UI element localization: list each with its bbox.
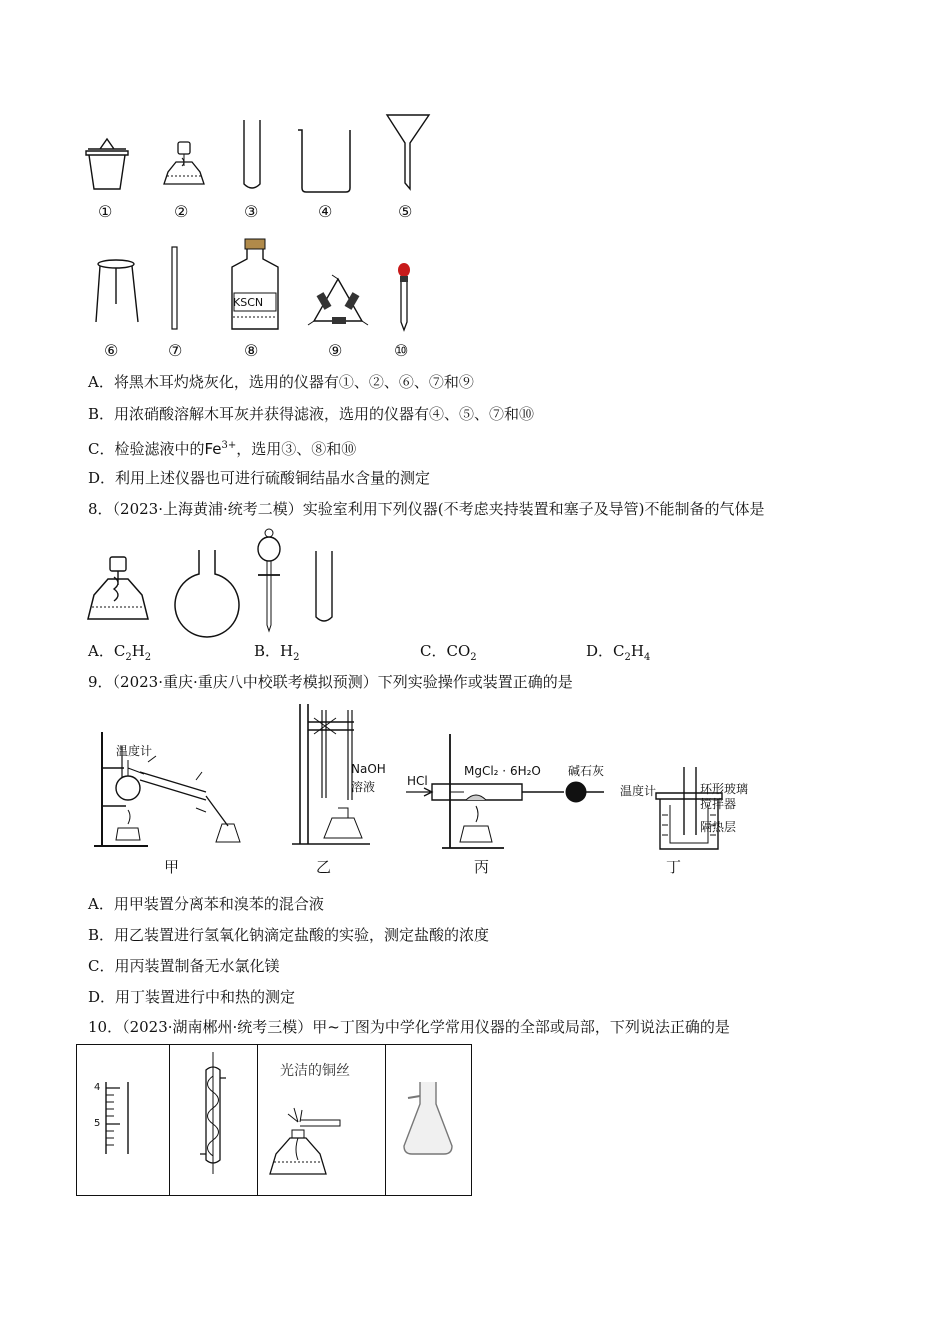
alcohol-lamp-figure <box>160 140 208 190</box>
mgcl2-label: MgCl₂ · 6H₂O <box>464 764 541 778</box>
q9-option-a: A．用甲装置分离苯和溴苯的混合液 <box>88 895 324 913</box>
hcl-label: HCl <box>407 774 428 788</box>
naoh-label: NaOH <box>351 762 386 776</box>
test-tube-figure-q8 <box>312 549 336 627</box>
formula-d-sub-1: 2 <box>624 652 631 663</box>
fig-jia-label: 甲 <box>164 858 180 876</box>
label-3: ③ <box>244 202 259 221</box>
fig-bing-label: 丙 <box>474 858 490 876</box>
separatory-funnel-figure <box>252 527 286 632</box>
q8-option-c-prefix: C． <box>420 642 447 660</box>
q8-option-b-prefix: B． <box>254 642 281 660</box>
label-1: ① <box>98 202 113 221</box>
q8-option-c <box>420 640 477 669</box>
thermometer-label-1: 温度计 <box>116 744 153 758</box>
test-tube-figure <box>240 118 264 193</box>
funnel-figure <box>385 113 431 193</box>
formula-c-1: CO <box>446 642 471 660</box>
stirrer-label-2: 搅拌器 <box>700 797 737 811</box>
copper-label: 光洁的铜丝 <box>280 1063 350 1079</box>
fe-charge: 3+ <box>221 440 237 451</box>
mgcl2-apparatus-figure <box>404 730 610 854</box>
insulation-label: 隔热层 <box>700 820 737 834</box>
reagent-bottle-figure <box>228 237 282 333</box>
fig-ding-label: 丁 <box>666 858 682 876</box>
formula-d-sub-2: 4 <box>643 652 651 663</box>
label-10: ⑩ <box>394 341 409 360</box>
q8-option-d <box>586 640 650 669</box>
alcohol-lamp-figure-q8 <box>84 555 152 627</box>
tripod-figure <box>94 258 142 326</box>
condenser-figure <box>198 1050 228 1178</box>
label-9: ⑨ <box>328 341 343 360</box>
q7-option-c <box>88 435 356 460</box>
kscn-label: KSCN <box>233 296 264 309</box>
label-7: ⑦ <box>168 341 183 360</box>
scale-4: 4 <box>94 1082 101 1093</box>
label-4: ④ <box>318 202 333 221</box>
label-8: ⑧ <box>244 341 259 360</box>
q8-stem: 8．（2023·上海黄浦·统考二模）实验室利用下列仪器(不考虑夹持装置和塞子及导管)不能制备的气体是 <box>88 500 765 518</box>
q8-option-a <box>88 640 151 669</box>
formula-c-sub-1: 2 <box>470 652 477 663</box>
stirrer-label-1: 环形玻璃 <box>700 782 749 796</box>
thermometer-label-2: 温度计 <box>620 784 657 798</box>
q8-option-a-prefix: A． <box>88 642 114 660</box>
q9-option-c: C．用丙装置制备无水氯化镁 <box>88 957 280 975</box>
q8-option-d-prefix: D． <box>586 642 614 660</box>
label-5: ⑤ <box>398 202 413 221</box>
formula-b-1: H <box>280 642 294 660</box>
formula-a-1: C <box>113 642 126 660</box>
q9-stem: 9．（2023·重庆·重庆八中校联考模拟预测）下列实验操作或装置正确的是 <box>88 673 573 691</box>
distillation-apparatus-figure <box>88 728 258 852</box>
burette-scale-figure <box>102 1080 132 1156</box>
beaker-figure <box>296 126 356 194</box>
q7-option-b: B．用浓硝酸溶解木耳灰并获得滤液，选用的仪器有④、⑤、⑦和⑩ <box>88 405 535 423</box>
formula-a-sub-2: 2 <box>144 652 152 663</box>
q7-option-c-prefix: C．检验滤液中的 <box>88 440 205 458</box>
label-6: ⑥ <box>104 341 119 360</box>
formula-a-sub-1: 2 <box>125 652 132 663</box>
dropper-figure <box>394 262 414 332</box>
glass-rod-figure <box>170 245 180 331</box>
formula-d-2: H <box>630 642 644 660</box>
round-flask-figure <box>172 548 242 630</box>
q7-option-d: D．利用上述仪器也可进行硫酸铜结晶水含量的测定 <box>88 469 431 487</box>
crucible-figure <box>82 135 132 195</box>
copper-wire-lamp-figure <box>268 1094 348 1178</box>
clay-triangle-figure <box>308 275 368 329</box>
soda-lime-label: 碱石灰 <box>568 764 605 778</box>
solution-label: 溶液 <box>351 780 376 794</box>
q7-option-c-suffix: ，选用③、⑧和⑩ <box>236 440 357 458</box>
q8-option-b <box>254 640 300 669</box>
scale-5: 5 <box>94 1118 101 1129</box>
fe-ion: Fe <box>204 440 222 458</box>
q9-option-d: D．用丁装置进行中和热的测定 <box>88 988 296 1006</box>
fig-yi-label: 乙 <box>316 858 332 876</box>
formula-a-2: H <box>131 642 145 660</box>
q7-option-a: A．将黑木耳灼烧灰化，选用的仪器有①、②、⑥、⑦和⑨ <box>88 373 474 391</box>
label-2: ② <box>174 202 189 221</box>
suction-flask-figure <box>398 1080 458 1160</box>
formula-b-sub-1: 2 <box>293 652 300 663</box>
formula-d-1: C <box>613 642 625 660</box>
q10-stem: 10．（2023·湖南郴州·统考三模）甲~丁图为中学化学常用仪器的全部或局部，下列说法正确的是 <box>88 1018 730 1036</box>
q9-option-b: B．用乙装置进行氢氧化钠滴定盐酸的实验，测定盐酸的浓度 <box>88 926 490 944</box>
